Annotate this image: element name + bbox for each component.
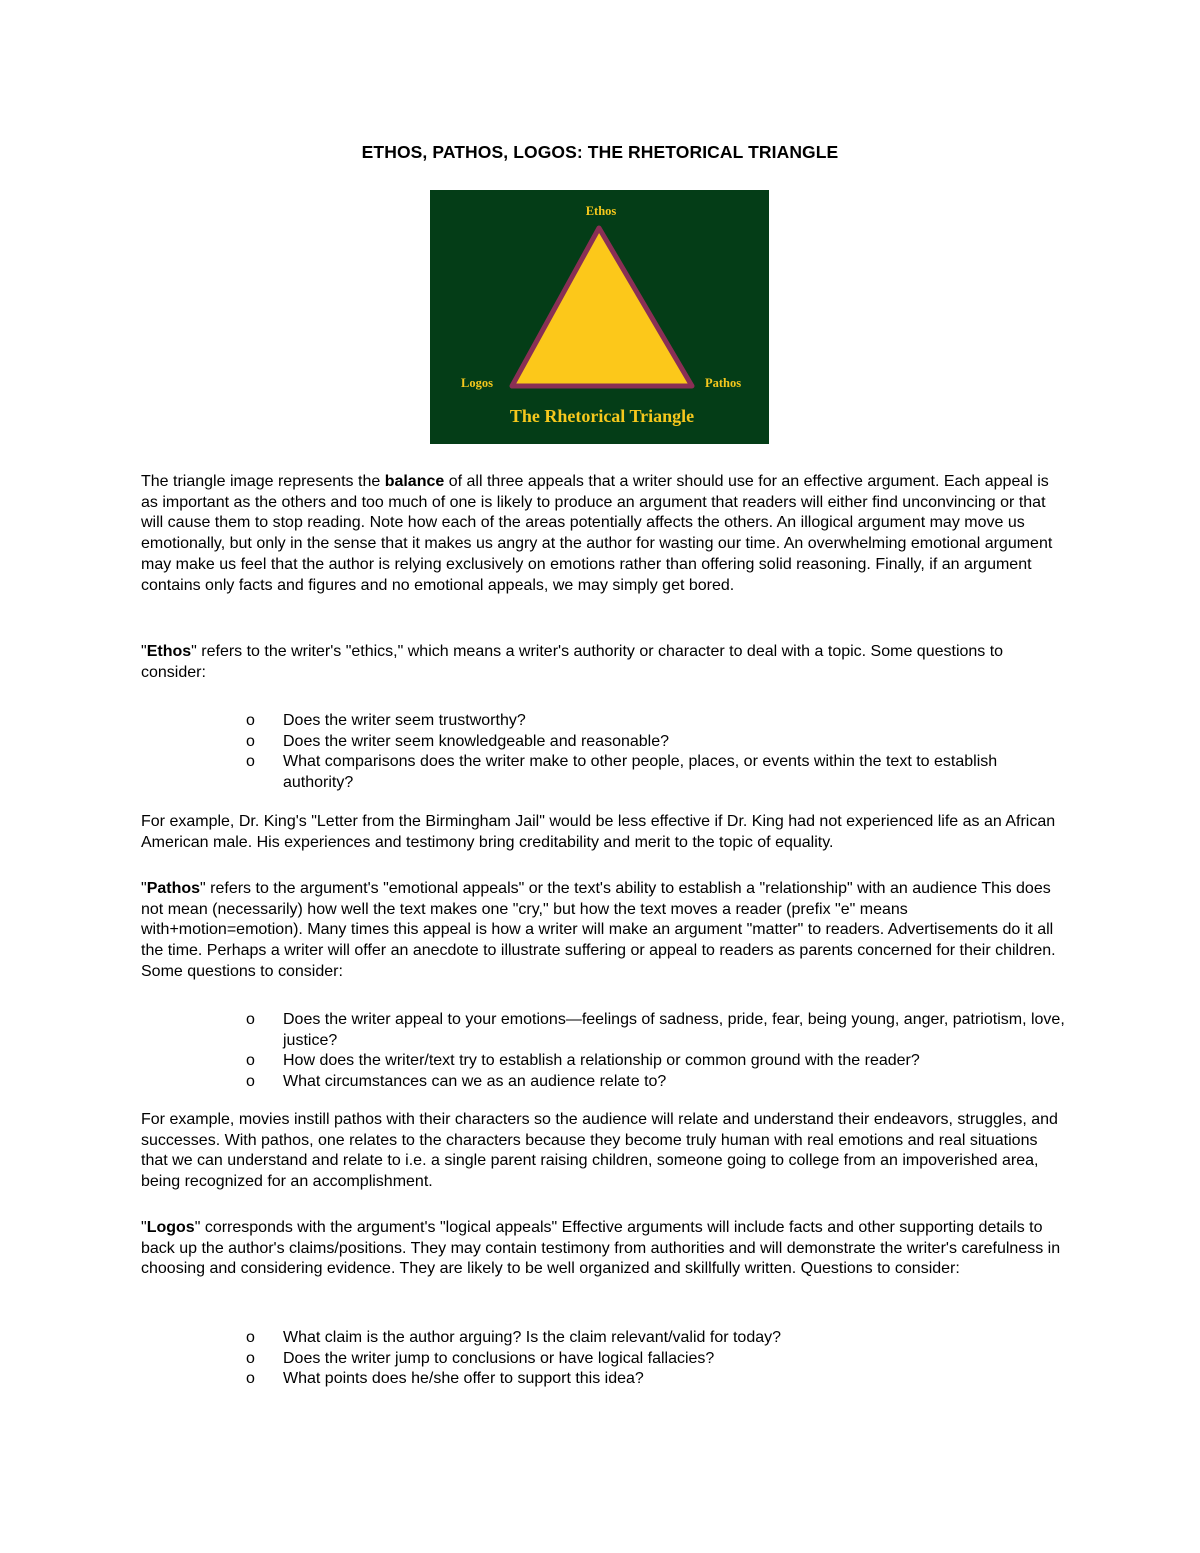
question-text: Does the writer jump to conclusions or have logical fallacies?	[283, 1349, 715, 1367]
list-item	[246, 1349, 1066, 1370]
list-item	[246, 732, 1066, 753]
pathos-questions	[246, 1010, 1066, 1093]
rhetorical-triangle-figure	[430, 190, 769, 444]
pathos-term: Pathos	[146, 880, 201, 897]
pathos-open-quote: "	[141, 880, 147, 897]
list-item	[246, 1072, 1066, 1093]
bullet-marker: o	[246, 1370, 255, 1388]
bullet-marker: o	[246, 1052, 255, 1070]
pathos-example: For example, movies instill pathos with their characters so the audience will relate and understand their endeavors, struggles, and successes. With pathos, one relates to the characters because they become truly human with real emotions and real situations that we can understand and relate to i.e. a single parent raising children, someone going to college from an impoverished area, being recognized for an accomplishment.	[141, 1111, 1058, 1191]
triangle-label-pathos: Pathos	[705, 376, 742, 390]
question-text: What comparisons does the writer make to other people, places, or events within the text to establish authority?	[283, 753, 998, 792]
ethos-questions	[246, 711, 1066, 794]
logos-paragraph	[141, 1218, 1061, 1280]
question-text: Does the writer appeal to your emotions—feelings of sadness, pride, fear, being young, anger, patriotism, love, justice?	[283, 1011, 1065, 1049]
logos-open-quote: "	[141, 1219, 147, 1236]
list-item	[246, 1051, 1066, 1072]
intro-lead: The triangle image represents the	[141, 473, 385, 490]
bullet-marker: o	[246, 1011, 255, 1028]
bullet-marker: o	[246, 732, 255, 750]
question-text: Does the writer seem trustworthy?	[283, 712, 526, 729]
ethos-term: Ethos	[146, 643, 192, 660]
list-item	[246, 1369, 1066, 1390]
bullet-marker: o	[246, 712, 255, 729]
triangle-label-ethos: Ethos	[585, 204, 617, 218]
rhetorical-triangle-graphic	[430, 190, 769, 444]
list-item	[246, 711, 1066, 732]
bullet-marker: o	[246, 1349, 255, 1367]
triangle-caption: The Rhetorical Triangle	[509, 406, 695, 426]
pathos-paragraph	[141, 879, 1061, 983]
ethos-open-quote: "	[141, 643, 147, 660]
logos-term: Logos	[146, 1219, 195, 1236]
list-item	[246, 752, 1066, 793]
bullet-marker: o	[246, 753, 255, 771]
bullet-marker: o	[246, 1329, 255, 1346]
intro-paragraph	[141, 472, 1061, 596]
intro-bold-term: balance	[384, 473, 445, 490]
page-title: ETHOS, PATHOS, LOGOS: THE RHETORICAL TRIANGLE	[361, 142, 839, 162]
question-text: Does the writer seem knowledgeable and reasonable?	[283, 732, 670, 750]
ethos-example: For example, Dr. King's "Letter from the Birmingham Jail" would be less effective if Dr. King had not experienced life as an African American male. His experiences and testimony bring creditability and merit to the topic of equality.	[141, 813, 1056, 851]
ethos-paragraph	[141, 642, 1061, 683]
question-text: What claim is the author arguing? Is the claim relevant/valid for today?	[283, 1329, 782, 1346]
question-text: What points does he/she offer to support this idea?	[283, 1370, 644, 1388]
logos-text: " corresponds with the argument's "logical appeals" Effective arguments will include facts and other supporting details to back up the author's claims/positions. They may contain testimony from authorities and will demonstrate the writer's carefulness in choosing and considering evidence. They are likely to be well organized and skillfully written. Questions to consider:	[141, 1219, 1061, 1278]
pathos-text: " refers to the argument's "emotional appeals" or the text's ability to establish a "relationship" with an audience This does not mean (necessarily) how well the text makes one "cry," but how the text moves a reader (prefix "e" means with+motion=emotion). Many times this appeal is how a writer will make an argument "matter" to readers. Advertisements do it all the time. Perhaps a writer will offer an anecdote to illustrate suffering or appeal to readers as parents concerned for their children. Some questions to consider:	[141, 880, 1056, 980]
bullet-marker: o	[246, 1073, 255, 1091]
intro-rest: of all three appeals that a writer should use for an effective argument. Each appeal is as important as the others and too much of one is likely to produce an argument that readers will either find unconvincing or that will cause them to stop reading. Note how each of the areas potentially affects the others. An illogical argument may move us emotionally, but only in the sense that it makes us angry at the author for wasting our time. An overwhelming emotional argument may make us feel that the author is relying exclusively on emotions rather than offering solid reasoning. Finally, if an argument contains only facts and figures and no emotional appeals, we may simply get bored.	[141, 473, 1053, 594]
triangle-label-logos: Logos	[461, 376, 493, 390]
list-item	[246, 1010, 1066, 1051]
question-text: How does the writer/text try to establish a relationship or common ground with the reader?	[283, 1052, 920, 1070]
logos-questions	[246, 1328, 1066, 1390]
ethos-text: " refers to the writer's "ethics," which means a writer's authority or character to deal with a topic. Some questions to consider:	[141, 643, 1004, 681]
list-item	[246, 1328, 1066, 1349]
question-text: What circumstances can we as an audience relate to?	[283, 1073, 667, 1091]
